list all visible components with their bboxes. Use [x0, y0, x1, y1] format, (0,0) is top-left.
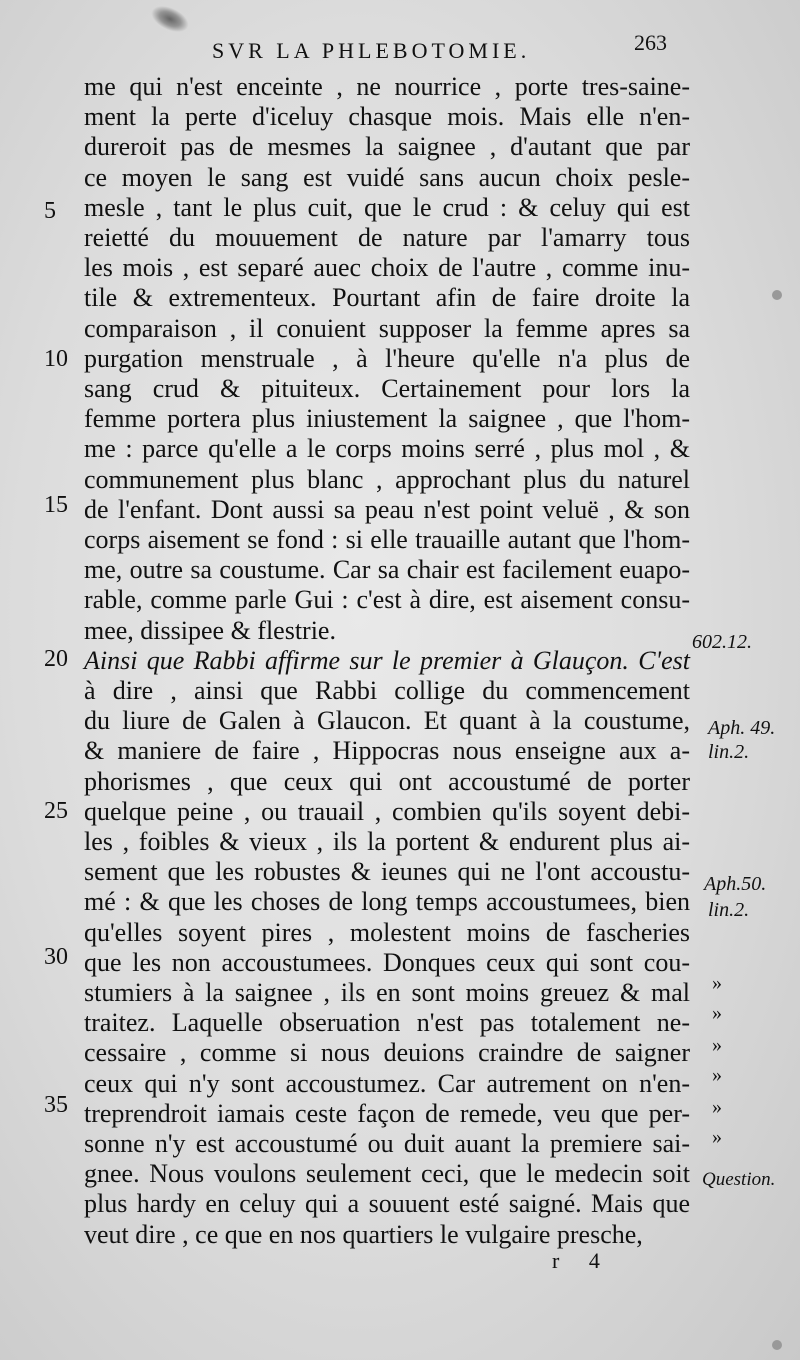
text-line: ce moyen le sang est vuidé sans aucun choix pesle- — [84, 163, 690, 192]
margin-note-question: Question. — [702, 1169, 776, 1190]
text-line: me : parce qu'elle a le corps moins serré , plus mol , & — [84, 434, 690, 463]
text-line: comparaison , il conuient supposer la femme apres sa — [84, 314, 690, 343]
text-line: plus hardy en celuy qui a souuent esté saigné. Mais que — [84, 1189, 690, 1218]
text-line: traitez. Laquelle obseruation n'est pas totalement ne- — [84, 1008, 690, 1037]
text-line: qu'elles soyent pires , molestent moins de fascheries — [84, 918, 690, 947]
text-line: ment la perte d'iceluy chasque mois. Mais elle n'en- — [84, 102, 690, 131]
text-line: mee, dissipee & flestrie. — [84, 616, 336, 645]
text-line: mé : & que les choses de long temps accoustumees, bien — [84, 887, 690, 916]
text-line: me, outre sa coustume. Car sa chair est facilement euapo- — [84, 555, 690, 584]
text-line: corps aisement se fond : si elle trauaille autant que l'hom- — [84, 525, 690, 554]
text-line: sang crud & pituiteux. Certainement pour lors la — [84, 374, 690, 403]
line-number: 25 — [44, 798, 68, 824]
quote-mark: » — [712, 1002, 722, 1024]
margin-note-ref: 602.12. — [692, 631, 752, 653]
text-line: de l'enfant. Dont aussi sa peau n'est point veluë , & son — [84, 495, 690, 524]
text-line: sement que les robustes & ieunes qui ne l'ont accoustu- — [84, 857, 690, 886]
text-line: à dire , ainsi que Rabbi collige du commencement — [84, 676, 690, 705]
text-line: femme portera plus iniustement la saignee , que l'hom- — [84, 404, 690, 433]
text-line: me qui n'est enceinte , ne nourrice , porte tres-saine- — [84, 72, 690, 101]
text-line: que les non accoustumees. Donques ceux qui sont cou- — [84, 948, 690, 977]
text-line: phorismes , que ceux qui ont accoustumé de porter — [84, 767, 690, 796]
page-number: 263 — [634, 30, 667, 55]
text-line: communement plus blanc , approchant plus du naturel — [84, 465, 690, 494]
text-line: ceux qui n'y sont accoustumez. Car autrement on n'en- — [84, 1069, 690, 1098]
text-line: dureroit pas de mesmes la saignee , d'autant que par — [84, 132, 690, 161]
text-line: veut dire , ce que en nos quartiers le vulgaire presche, — [84, 1220, 643, 1249]
line-number: 5 — [44, 198, 56, 224]
line-number: 30 — [44, 944, 68, 970]
ink-smudge — [147, 1, 193, 38]
text-line: quelque peine , ou trauail , combien qu'ils soyent debi- — [84, 797, 690, 826]
quote-mark: » — [712, 1034, 722, 1056]
text-line: stumiers à la saignee , ils en sont moins greuez & mal — [84, 978, 690, 1007]
text-line: du liure de Galen à Glaucon. Et quant à la coustume, — [84, 706, 690, 735]
line-number: 10 — [44, 346, 68, 372]
text-line: cessaire , comme si nous deuions craindre de saigner — [84, 1038, 690, 1067]
quote-mark: » — [712, 1096, 722, 1118]
text-line: gnee. Nous voulons seulement ceci, que le medecin soit — [84, 1159, 690, 1188]
margin-note-aph50: Aph.50. — [704, 873, 767, 895]
line-number: 15 — [44, 492, 68, 518]
quote-mark: » — [712, 972, 722, 994]
running-title: SVR LA PHLEBOTOMIE. — [212, 38, 531, 63]
paper-spot — [772, 1340, 782, 1350]
text-line: tile & extrementeux. Pourtant afin de faire droite la — [84, 283, 690, 312]
text-line: & maniere de faire , Hippocras nous enseigne aux a- — [84, 736, 690, 765]
quote-mark: » — [712, 1064, 722, 1086]
text-line: les , foibles & vieux , ils la portent & endurent plus ai- — [84, 827, 690, 856]
margin-note-aph50-line: lin.2. — [708, 899, 750, 921]
quote-mark: » — [712, 1126, 722, 1148]
margin-note-aph49-line: lin.2. — [708, 741, 750, 763]
paper-spot — [772, 290, 782, 300]
text-line: purgation menstruale , à l'heure qu'elle n'a plus de — [84, 344, 690, 373]
text-line: Ainsi que Rabbi affirme sur le premier à Glauçon. C'est — [84, 646, 690, 675]
line-number: 35 — [44, 1092, 68, 1118]
text-line: treprendroit iamais ceste façon de remede, veu que per- — [84, 1099, 690, 1128]
line-number: 20 — [44, 646, 68, 672]
signature-mark: r 4 — [552, 1248, 612, 1273]
text-line: rable, comme parle Gui : c'est à dire, est aisement consu- — [84, 585, 690, 614]
text-line: les mois , est separé auec choix de l'autre , comme inu- — [84, 253, 690, 282]
text-line: sonne n'y est accoustumé ou duit auant la premiere sai- — [84, 1129, 690, 1158]
text-line: reietté du mouuement de nature par l'amarry tous — [84, 223, 690, 252]
margin-note-aph49: Aph. 49. — [708, 717, 776, 739]
text-line: mesle , tant le plus cuit, que le crud : & celuy qui est — [84, 193, 690, 222]
